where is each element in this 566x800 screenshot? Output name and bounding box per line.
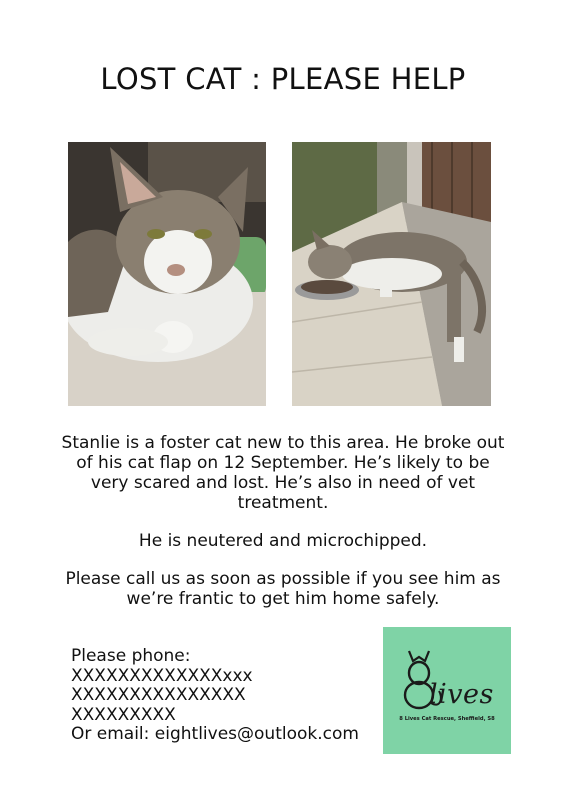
email-line: Or email: eightlives@outlook.com	[71, 724, 359, 744]
cat-photo-eating	[292, 142, 491, 406]
contact-block	[71, 647, 359, 745]
flyer-title: LOST CAT : PLEASE HELP	[100, 62, 466, 96]
cat-photo-lying	[68, 142, 266, 406]
phone-label: Please phone:	[71, 646, 191, 666]
logo-tagline: 8 Lives Cat Rescue, Sheffield, S8	[399, 716, 495, 722]
phone-number-1: XXXXXXXXXXXXXxxx	[71, 665, 253, 686]
phone-number-3: XXXXXXXXX	[71, 704, 176, 725]
eight-lives-logo	[383, 627, 511, 754]
phone-number-2: XXXXXXXXXXXXXXX	[71, 685, 246, 705]
logo-wordmark: lives	[429, 679, 494, 710]
description-paragraph: Stanlie is a foster cat new to this area. He broke out of his cat flap on 12 September. He’s likely to be very scared and lost. He’s also in need of vet treatment.	[61, 433, 505, 513]
neutered-paragraph: He is neutered and microchipped.	[138, 531, 428, 551]
call-us-paragraph: Please call us as soon as possible if you see him as we’re frantic to get him home safely.	[65, 569, 501, 609]
